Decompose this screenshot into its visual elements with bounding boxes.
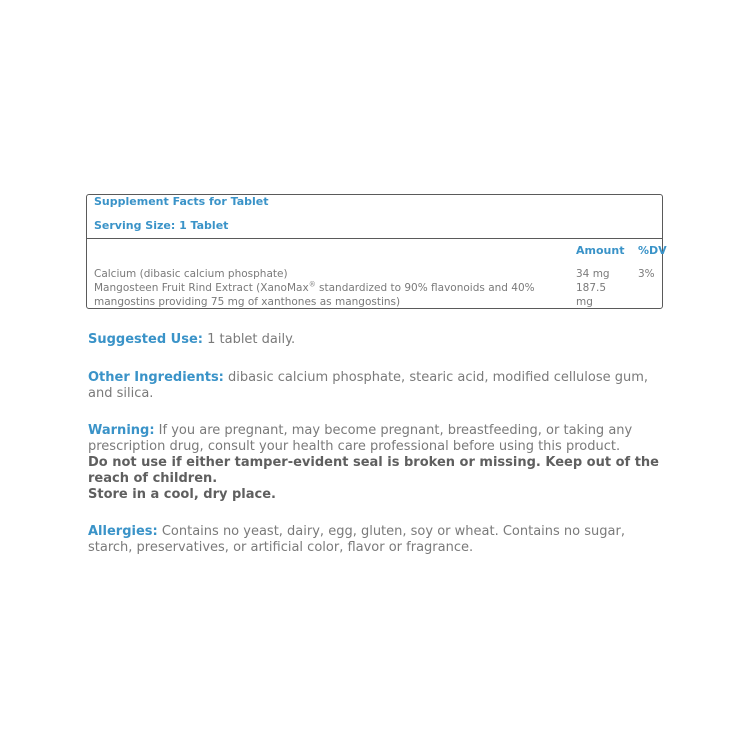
storage-instruction: Store in a cool, dry place. [88, 487, 276, 502]
other-ingredients-text: dibasic calcium phosphate, stearic acid, modified cellulose gum, and silica. [88, 370, 649, 401]
ingredient-row-mangosteen-amount-unit: mg [576, 296, 593, 308]
warning-label: Warning: [88, 423, 155, 438]
ingredient-row-calcium-name: Calcium (dibasic calcium phosphate) [94, 268, 288, 280]
amount-column-header: Amount [576, 244, 625, 257]
suggested-use-text: 1 tablet daily. [202, 332, 296, 347]
ingredient-row-mangosteen-name [94, 281, 535, 295]
ingredient-row-calcium-amount: 34 mg [576, 268, 610, 280]
mangosteen-name-part2: standardized to 90% flavonoids and 40% [315, 282, 535, 294]
warning-section [88, 423, 668, 503]
suggested-use-label: Suggested Use: [88, 332, 203, 347]
other-ingredients-section [88, 370, 668, 402]
ingredient-row-calcium-dv: 3% [638, 268, 655, 280]
allergies-label: Allergies: [88, 524, 158, 539]
allergies-section [88, 524, 668, 556]
dv-column-header: %DV [638, 244, 667, 257]
allergies-text: Contains no yeast, dairy, egg, gluten, soy or wheat. Contains no sugar, starch, preservatives, or artificial color, flavor or fragrance. [88, 524, 625, 555]
other-ingredients-label: Other Ingredients: [88, 370, 224, 385]
ingredient-row-mangosteen-amount: 187.5 [576, 282, 607, 294]
tamper-warning: Do not use if either tamper-evident seal is broken or missing. Keep out of the reach of children. [88, 455, 660, 486]
registered-mark: ® [308, 280, 316, 289]
warning-text: If you are pregnant, may become pregnant, breastfeeding, or taking any prescription drug, consult your health care professional before using this product. [88, 423, 633, 454]
serving-size: Serving Size: 1 Tablet [94, 219, 229, 232]
supplement-facts-panel [86, 194, 667, 309]
suggested-use-section [88, 332, 668, 348]
supplement-facts-title: Supplement Facts for Tablet [94, 195, 269, 208]
mangosteen-name-part1: Mangosteen Fruit Rind Extract (XanoMax [94, 282, 309, 294]
facts-divider [87, 238, 662, 239]
ingredient-row-mangosteen-name-line2: mangostins providing 75 mg of xanthones as mangostins) [94, 296, 401, 308]
